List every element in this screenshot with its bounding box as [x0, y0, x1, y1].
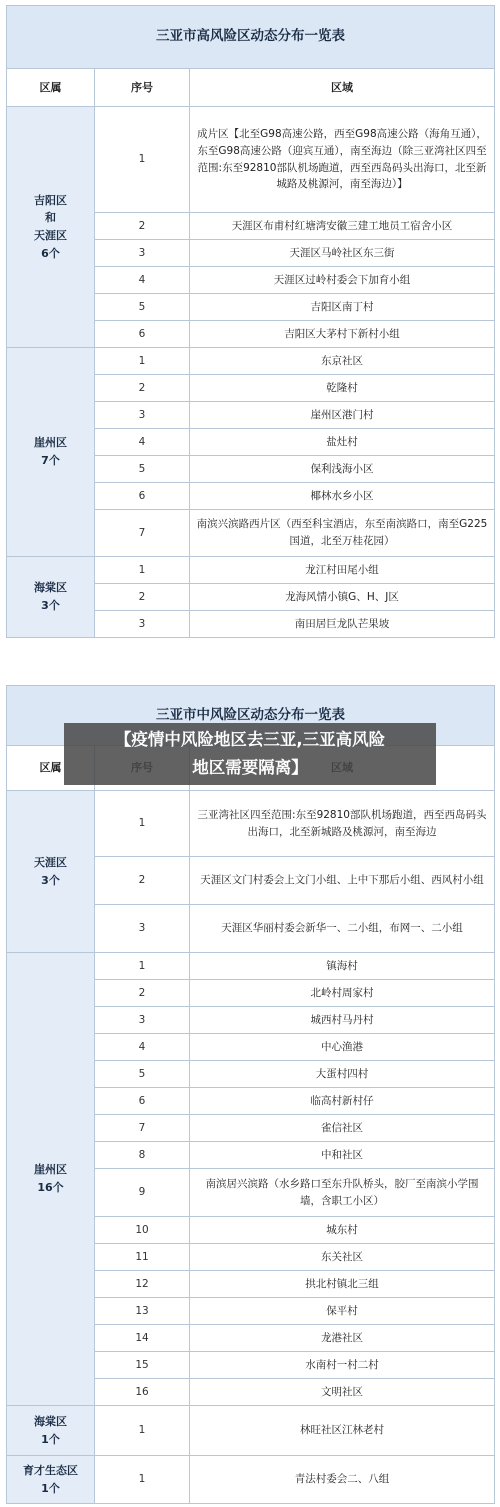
column-header-district: 区属: [7, 69, 95, 107]
column-header-district: 区属: [7, 746, 95, 791]
row-number: 3: [95, 240, 190, 267]
area-cell: 天涯区马岭社区东三街: [190, 240, 495, 267]
column-header-area: 区域: [190, 69, 495, 107]
area-cell: 水南村一村二村: [190, 1352, 495, 1379]
row-number: 13: [95, 1298, 190, 1325]
district-name: 天涯区: [34, 229, 67, 242]
table-row: [7, 348, 495, 375]
headline-line-2: 地区需要隔离】: [192, 758, 308, 777]
row-number: 4: [95, 267, 190, 294]
area-cell: 三亚湾社区四至范围:东至92810部队机场跑道，西至西岛码头出海口，北至新城路及桃源河，南至海边: [190, 791, 495, 857]
row-number: 6: [95, 483, 190, 510]
row-number: 1: [95, 348, 190, 375]
district-name: 吉阳区: [34, 193, 67, 207]
row-number: 2: [95, 213, 190, 240]
headline-line-1: 【疫情中风险地区去三亚,三亚高风险: [114, 730, 386, 749]
area-cell: 东京社区: [190, 348, 495, 375]
district-cell: [7, 348, 95, 557]
table-row: [7, 953, 495, 980]
area-cell: 保利浅海小区: [190, 456, 495, 483]
table-row: [7, 557, 495, 584]
row-number: 6: [95, 321, 190, 348]
district-count: 1个: [41, 1481, 60, 1495]
table-row: [7, 107, 495, 213]
area-cell: 北岭村周家村: [190, 980, 495, 1007]
area-cell: 城西村马丹村: [190, 1007, 495, 1034]
row-number: 14: [95, 1325, 190, 1352]
row-number: 7: [95, 1115, 190, 1142]
row-number: 1: [95, 791, 190, 857]
row-number: 15: [95, 1352, 190, 1379]
headline-overlay: [64, 723, 436, 785]
district-name: 崖州区: [34, 1163, 67, 1177]
area-cell: 林旺社区江林老村: [190, 1406, 495, 1456]
row-number: 8: [95, 1142, 190, 1169]
district-cell: [7, 107, 95, 348]
district-name: 海棠区: [34, 581, 67, 595]
table-title: 三亚市中风险区动态分布一览表: [7, 686, 495, 746]
row-number: 2: [95, 980, 190, 1007]
area-cell: 天涯区布甫村红塘湾安徽三建工地员工宿舍小区: [190, 213, 495, 240]
district-name: 天涯区: [34, 855, 67, 869]
row-number: 1: [95, 557, 190, 584]
row-number: 11: [95, 1244, 190, 1271]
district-count: 1个: [41, 1432, 60, 1446]
row-number: 3: [95, 905, 190, 953]
area-cell: 乾隆村: [190, 375, 495, 402]
area-cell: 南滨居兴滨路（水乡路口至东升队桥头，胶厂至南滨小学围墙，含职工小区）: [190, 1169, 495, 1217]
district-count: 3个: [41, 873, 60, 887]
row-number: 4: [95, 429, 190, 456]
area-cell: 成片区【北至G98高速公路，西至G98高速公路（海角互通），东至G98高速公路（迎宾互通），南至海边（除三亚湾社区四至范围:东至92810部队机场跑道，西至西岛码头出海口，北至新城路及桃源河，南至海边）】: [190, 107, 495, 213]
row-number: 4: [95, 1034, 190, 1061]
area-cell: 保平村: [190, 1298, 495, 1325]
area-cell: 盐灶村: [190, 429, 495, 456]
area-cell: 南田居巨龙队芒果坡: [190, 611, 495, 638]
table-title: 三亚市高风险区动态分布一览表: [7, 6, 495, 69]
row-number: 3: [95, 402, 190, 429]
area-cell: 中和社区: [190, 1142, 495, 1169]
area-cell: 吉阳区南丁村: [190, 294, 495, 321]
area-cell: 中心渔港: [190, 1034, 495, 1061]
table-row: [7, 1456, 495, 1504]
row-number: 1: [95, 1406, 190, 1456]
row-number: 2: [95, 584, 190, 611]
area-cell: 雀信社区: [190, 1115, 495, 1142]
area-cell: 椰林水乡小区: [190, 483, 495, 510]
area-cell: 崖州区港门村: [190, 402, 495, 429]
district-name: 育才生态区: [23, 1463, 78, 1477]
district-cell: [7, 557, 95, 638]
table-row: [7, 1406, 495, 1456]
area-cell: 天涯区华丽村委会新华一、二小组，布网一、二小组: [190, 905, 495, 953]
row-number: 5: [95, 456, 190, 483]
district-count: 3个: [41, 599, 60, 612]
row-number: 1: [95, 107, 190, 213]
area-cell: 天涯区文门村委会上文门小组、上中下那后小组、西风村小组: [190, 857, 495, 905]
row-number: 9: [95, 1169, 190, 1217]
area-cell: 文明社区: [190, 1379, 495, 1406]
district-name: 和: [45, 211, 56, 225]
row-number: 1: [95, 953, 190, 980]
area-cell: 镇海村: [190, 953, 495, 980]
area-cell: 城东村: [190, 1217, 495, 1244]
high-risk-table: [6, 5, 495, 638]
district-name: 崖州区: [34, 436, 67, 450]
row-number: 5: [95, 1061, 190, 1088]
row-number: 16: [95, 1379, 190, 1406]
row-number: 2: [95, 857, 190, 905]
row-number: 1: [95, 1456, 190, 1504]
district-cell: [7, 791, 95, 953]
district-count: 6个: [41, 246, 60, 260]
area-cell: 天涯区过岭村委会下加育小组: [190, 267, 495, 294]
row-number: 2: [95, 375, 190, 402]
table-row: [7, 791, 495, 857]
area-cell: 拱北村镇北三组: [190, 1271, 495, 1298]
district-count: 7个: [41, 454, 60, 467]
column-header-number: 序号: [95, 69, 190, 107]
area-cell: 青法村委会二、八组: [190, 1456, 495, 1504]
row-number: 3: [95, 611, 190, 638]
district-name: 海棠区: [34, 1414, 67, 1428]
row-number: 5: [95, 294, 190, 321]
row-number: 12: [95, 1271, 190, 1298]
area-cell: 临高村新村仔: [190, 1088, 495, 1115]
area-cell: 南滨兴滨路西片区（西至科宝酒店，东至南滨路口，南至G225国道，北至万桂花园）: [190, 510, 495, 557]
row-number: 10: [95, 1217, 190, 1244]
area-cell: 龙海风情小镇G、H、J区: [190, 584, 495, 611]
district-count: 16个: [37, 1181, 64, 1194]
row-number: 7: [95, 510, 190, 557]
area-cell: 吉阳区大茅村下新村小组: [190, 321, 495, 348]
row-number: 6: [95, 1088, 190, 1115]
row-number: 3: [95, 1007, 190, 1034]
area-cell: 东关社区: [190, 1244, 495, 1271]
district-cell: [7, 953, 95, 1406]
area-cell: 龙江村田尾小组: [190, 557, 495, 584]
area-cell: 龙港社区: [190, 1325, 495, 1352]
district-cell: [7, 1456, 95, 1504]
medium-risk-table: [6, 685, 495, 1504]
area-cell: 大蛋村四村: [190, 1061, 495, 1088]
district-cell: [7, 1406, 95, 1456]
